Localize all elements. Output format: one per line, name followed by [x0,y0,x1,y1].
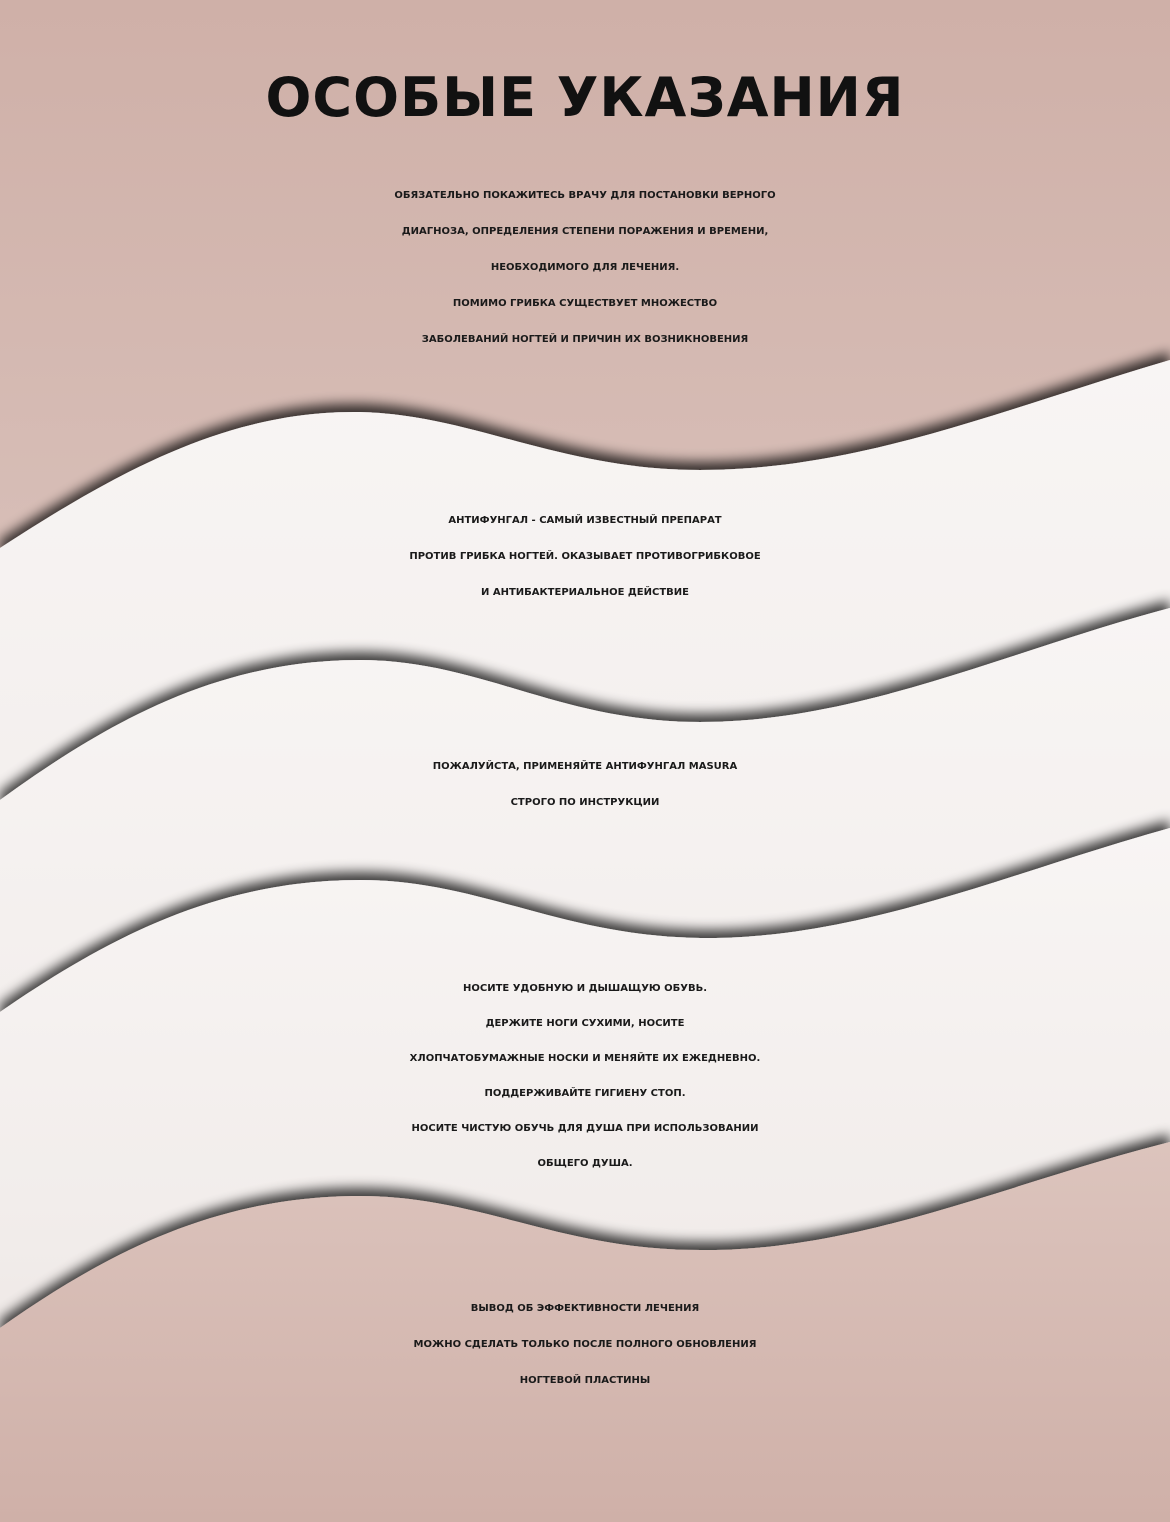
section-line: ОБЩЕГО ДУША. [537,1158,633,1169]
section-line: НОСИТЕ УДОБНУЮ И ДЫШАЩУЮ ОБУВЬ. [462,983,708,994]
section-line: ДЕРЖИТЕ НОГИ СУХИМИ, НОСИТЕ [485,1018,685,1029]
section-line: ПОДДЕРЖИВАЙТЕ ГИГИЕНУ СТОП. [484,1088,686,1099]
section-line: МОЖНО СДЕЛАТЬ ТОЛЬКО ПОСЛЕ ПОЛНОГО ОБНОВЛЕНИЯ [413,1339,757,1350]
section-line: ЗАБОЛЕВАНИЙ НОГТЕЙ И ПРИЧИН ИХ ВОЗНИКНОВЕНИЯ [421,334,749,345]
section-line: ВЫВОД ОБ ЭФФЕКТИВНОСТИ ЛЕЧЕНИЯ [470,1303,700,1314]
section-line: НЕОБХОДИМОГО ДЛЯ ЛЕЧЕНИЯ. [490,262,680,273]
instruction-section-doctor [0,178,1170,358]
section-line: НОСИТЕ ЧИСТУЮ ОБУЧЬ ДЛЯ ДУША ПРИ ИСПОЛЬЗОВАНИИ [411,1123,759,1134]
section-line: ПРОТИВ ГРИБКА НОГТЕЙ. ОКАЗЫВАЕТ ПРОТИВОГРИБКОВОЕ [409,551,761,562]
section-line: ОБЯЗАТЕЛЬНО ПОКАЖИТЕСЬ ВРАЧУ ДЛЯ ПОСТАНОВКИ ВЕРНОГО [394,190,776,201]
section-line: СТРОГО ПО ИНСТРУКЦИИ [510,797,660,808]
section-line-with-lead [0,503,1170,539]
section-line: ПОЖАЛУЙСТА, ПРИМЕНЯЙТЕ АНТИФУНГАЛ MASURA [432,761,738,772]
instruction-section-product [0,503,1170,611]
instruction-section-hygiene [0,971,1170,1181]
instruction-section-result [0,1291,1170,1399]
page-title [0,56,1170,140]
section-line: ХЛОПЧАТОБУМАЖНЫЕ НОСКИ И МЕНЯЙТЕ ИХ ЕЖЕДНЕВНО. [409,1053,761,1064]
title-text: ОСОБЫЕ УКАЗАНИЯ [265,66,905,129]
instruction-section-usage [0,749,1170,821]
section-line: ДИАГНОЗА, ОПРЕДЕЛЕНИЯ СТЕПЕНИ ПОРАЖЕНИЯ И ВРЕМЕНИ, [401,226,769,237]
section-line: И АНТИБАКТЕРИАЛЬНОЕ ДЕЙСТВИЕ [481,587,689,598]
product-name: АНТИФУНГАЛ [448,515,529,526]
section-line: - САМЫЙ ИЗВЕСТНЫЙ ПРЕПАРАТ [528,515,722,526]
section-line: НОГТЕВОЙ ПЛАСТИНЫ [519,1375,651,1386]
section-line: ПОМИМО ГРИБКА СУЩЕСТВУЕТ МНОЖЕСТВО [452,298,718,309]
